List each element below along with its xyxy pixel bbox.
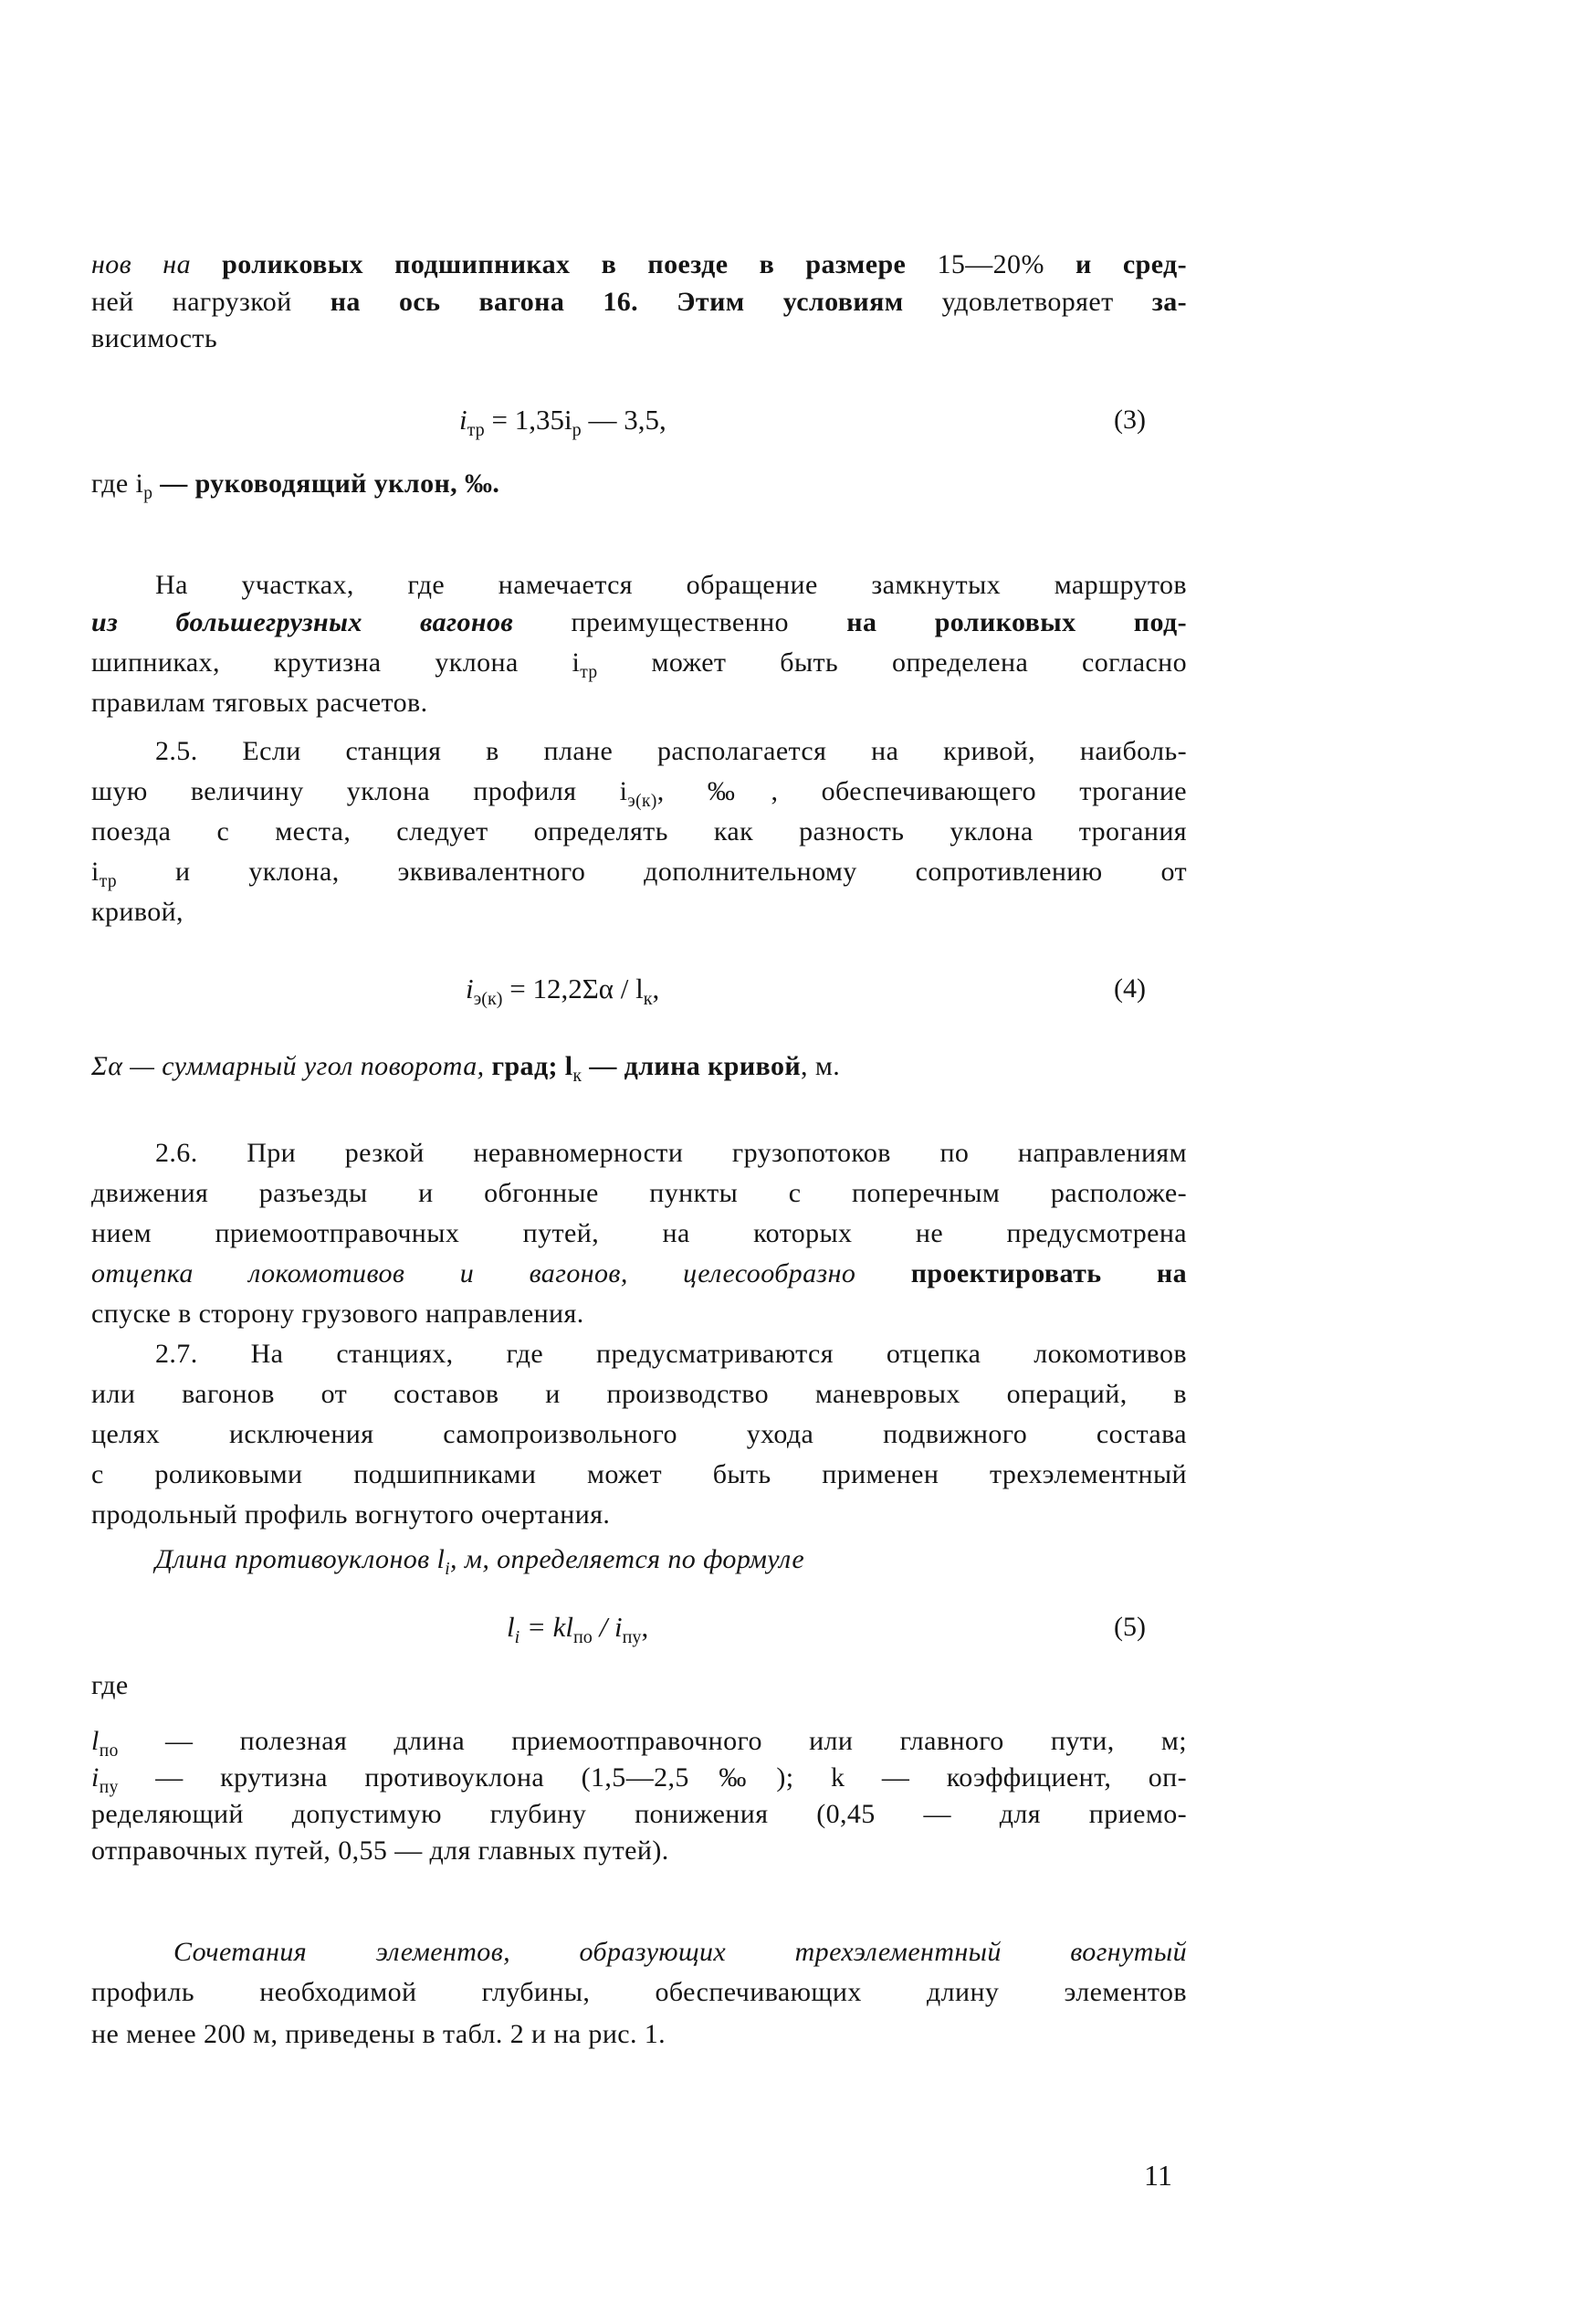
text-line: отправочных путей, 0,55 — для главных путей). — [91, 1835, 669, 1866]
text-line: продольный профиль вогнутого очертания. — [91, 1499, 611, 1530]
text-line: шую величину уклона профиля $i_{э(к)}$, ‰, обеспечивающего трогание — [91, 776, 1187, 811]
text-line: с роликовыми подшипниками может быть применен трехэлементный — [91, 1459, 1187, 1489]
text-line: из большегрузных вагонов преимущественно на роликовых под- — [91, 607, 1187, 637]
text-line: движения разъезды и обгонные пункты с поперечным расположе- — [91, 1178, 1187, 1208]
text-line: целях исключения самопроизвольного ухода подвижного состава — [91, 1419, 1187, 1449]
text-line: висимость — [91, 323, 218, 353]
text-line: нием приемоотправочных путей, на которых не предусмотрена — [91, 1218, 1187, 1248]
text-line: ней нагрузкой на ось вагона 16. Этим условиям удовлетворяет за- — [91, 287, 1187, 317]
equation-number: (3) — [1114, 405, 1146, 435]
text-line: не менее 200 м, приведены в табл. 2 и на рис. 1. — [91, 2019, 666, 2049]
text-line: 2.7. На станциях, где предусматриваются отцепка локомотивов — [155, 1339, 1187, 1369]
text-line: $i_{пу}$ — крутизна противоуклона (1,5—2,5‰); k — коэффициент, оп- — [91, 1762, 1187, 1797]
page-number: 11 — [1144, 2159, 1172, 2192]
text-line: спуске в сторону грузового направления. — [91, 1299, 584, 1329]
text-line: профиль необходимой глубины, обеспечивающих длину элементов — [91, 1977, 1187, 2007]
formula-4: $i_{э(к)} = 12,2\Sigma\alpha / l_к$, — [466, 973, 660, 1010]
equation-number: (5) — [1114, 1612, 1146, 1642]
text-line: где — [91, 1670, 129, 1700]
text-line: Σα — суммарный угол поворота, град; $l_к$ — длина кривой, м. — [91, 1051, 841, 1086]
text-line: отцепка локомотивов и вагонов, целесообразно проектировать на — [91, 1258, 1188, 1288]
text-line: шипниках, крутизна уклона $i_{тр}$ может быть определена согласно — [91, 647, 1187, 682]
formula-3: $i_{тр} = 1,35i_р$ — 3,5, — [459, 404, 666, 441]
text-line: Сочетания элементов, образующих трехэлементный вогнутый — [173, 1937, 1187, 1967]
text-line: поезда с места, следует определять как разность уклона трогания — [91, 816, 1187, 847]
text-line: 2.5. Если станция в плане располагается на кривой, наиболь- — [155, 736, 1187, 766]
text-line: $l_{по}$ — полезная длина приемоотправочного или главного пути, м; — [91, 1726, 1187, 1761]
text-line: где $i_р$ — руководящий уклон, ‰. — [91, 468, 500, 503]
text-line: На участках, где намечается обращение замкнутых маршрутов — [155, 570, 1187, 600]
text-line: кривой, — [91, 897, 184, 927]
formula-5: $l_i = kl_{по} / i_{пу}$, — [507, 1611, 649, 1648]
text-line: 2.6. При резкой неравномерности грузопотоков по направлениям — [155, 1138, 1187, 1168]
text-line: нов на роликовых подшипниках в поезде в размере 15—20% и сред- — [91, 249, 1188, 279]
text-line: $i_{тр}$ и уклона, эквивалентного дополнительному сопротивлению от — [91, 857, 1187, 891]
text-line: или вагонов от составов и производство маневровых операций, в — [91, 1379, 1187, 1409]
text-line: правилам тяговых расчетов. — [91, 688, 428, 718]
text-line: ределяющий допустимую глубину понижения (0,45 — для приемо- — [91, 1799, 1187, 1829]
equation-number: (4) — [1114, 973, 1146, 1004]
text-line: Длина противоуклонов $l_i$, м, определяется по формуле — [155, 1544, 805, 1579]
